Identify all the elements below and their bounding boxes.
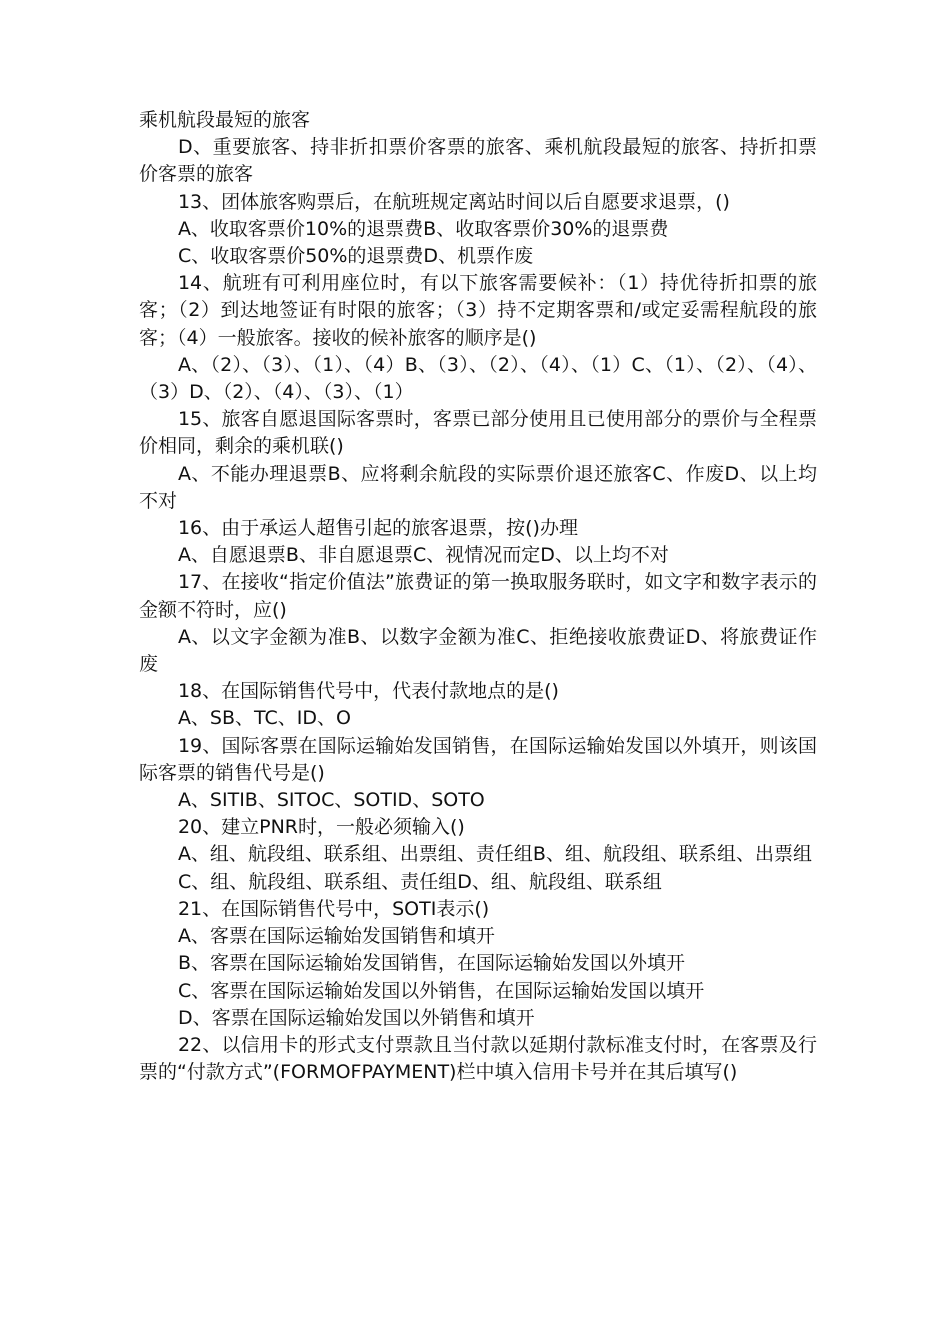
paragraph: A、SITIB、SITOC、SOTID、SOTO — [177, 789, 485, 812]
paragraph: C、客票在国际运输始发国以外销售，在国际运输始发国以填开 — [177, 979, 705, 1002]
paragraph: A、SB、TC、ID、O — [177, 707, 351, 730]
paragraph: 21、在国际销售代号中，SOTI表示() — [177, 897, 490, 920]
paragraph: A、不能办理退票B、应将剩余航段的实际票价退还旅客C、作废D、以上均不对 — [139, 462, 817, 512]
paragraph: 18、在国际销售代号中，代表付款地点的是() — [177, 680, 559, 703]
paragraph: A、客票在国际运输始发国销售和填开 — [177, 925, 495, 948]
paragraph: A、自愿退票B、非自愿退票C、视情况而定D、以上均不对 — [177, 544, 669, 567]
paragraph: 15、旅客自愿退国际客票时，客票已部分使用且已使用部分的票价与全程票价相同，剩余的乘机联() — [139, 408, 817, 458]
paragraph: A、以文字金额为准B、以数字金额为准C、拒绝接收旅费证D、将旅费证作废 — [139, 625, 817, 676]
paragraph: D、客票在国际运输始发国以外销售和填开 — [177, 1006, 535, 1029]
paragraph: 20、建立PNR时，一般必须输入() — [177, 816, 465, 839]
paragraph: A、组、航段组、联系组、出票组、责任组B、组、航段组、联系组、出票组 — [177, 843, 812, 866]
paragraph: A、（2）、（3）、（1）、（4）B、（3）、（2）、（4）、（1）C、（1）、（2）、（4）、（3）D、（2）、（4）、（3）、（1） — [139, 353, 817, 404]
paragraph: 19、国际客票在国际运输始发国销售，在国际运输始发国以外填开，则该国际客票的销售代号是() — [139, 734, 817, 784]
paragraph: 14、航班有可利用座位时，有以下旅客需要候补：（1）持优待折扣票的旅客；（2）到达地签证有时限的旅客；（3）持不定期客票和/或定妥需程航段的旅客；（4）一般旅客。接收的候补旅客的顺序是() — [139, 272, 817, 349]
paragraph: 22、以信用卡的形式支付票款且当付款以延期付款标准支付时，在客票及行票的“付款方式”(FORMOFPAYMENT)栏中填入信用卡号并在其后填写() — [139, 1033, 817, 1084]
paragraph: 17、在接收“指定价值法”旅费证的第一换取服务联时，如文字和数字表示的金额不符时，应() — [139, 571, 817, 621]
paragraph: 16、由于承运人超售引起的旅客退票，按()办理 — [177, 517, 578, 540]
paragraph: C、收取客票价50%的退票费D、机票作废 — [177, 245, 534, 268]
paragraph: D、重要旅客、持非折扣票价客票的旅客、乘机航段最短的旅客、持折扣票价客票的旅客 — [139, 136, 817, 186]
continued-paragraph: 乘机航段最短的旅客 — [139, 109, 311, 131]
paragraph: A、收取客票价10%的退票费B、收取客票价30%的退票费 — [177, 217, 669, 240]
paragraph: 13、团体旅客购票后，在航班规定离站时间以后自愿要求退票，() — [177, 190, 730, 213]
paragraph: C、组、航段组、联系组、责任组D、组、航段组、联系组 — [177, 870, 662, 893]
paragraph: B、客票在国际运输始发国销售，在国际运输始发国以外填开 — [177, 952, 685, 975]
document-body — [139, 107, 817, 1086]
